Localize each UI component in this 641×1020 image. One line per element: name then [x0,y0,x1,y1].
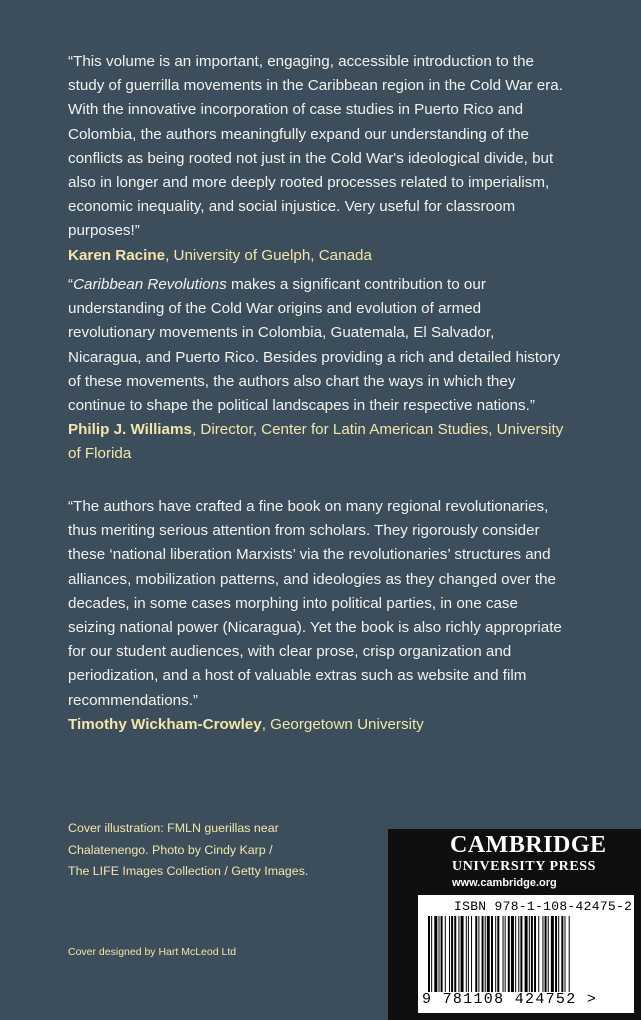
barcode-bar [445,916,446,992]
cover-credit [68,818,308,883]
barcode-bar [485,916,486,992]
publisher-name: CAMBRIDGE [450,832,607,858]
publisher-block [388,829,641,1020]
barcode-bar [555,916,557,992]
quote-attribution [68,713,568,737]
barcode-bar [497,916,499,992]
barcode-arrow: > [586,991,598,1008]
barcode-bar [461,916,464,992]
barcode-bar [518,916,519,992]
barcode-bar [511,916,514,992]
review-quote-1 [68,50,568,268]
quote-text: “The authors have crafted a fine book on many regional revolutionaries, thus meriting serious attention from scholars. They rigorously consider these ‘national liberation Marxists’ via the revolutionaries’ structures and alliances, mobilization patterns, and ideologies as they changed over the decades, in some cases morphing into political parties, in one case seizing national power (Nicaragua). Yet the book is also richly appropriate for our student audiences, with clear prose, crisp organization and periodization, and a host of valuable extras such as website and film recommendations.” [68,498,562,709]
barcode-bar [454,916,456,992]
cover-credit-line: Cover illustration: FMLN guerillas near [68,821,279,835]
barcode-bar [458,916,459,992]
reviewer-name: Timothy Wickham-Crowley [68,715,262,733]
cover-credit-line: Chalatenengo. Photo by Cindy Karp / [68,842,273,857]
barcode-bar [548,916,549,992]
quote-text: “This volume is an important, engaging, accessible introduction to the study of guerrilla movements in the Caribbean region in the Cold War era. With the innovative incorporation of case studies in Puerto Rico and Colombia, the authors meaningfully expand our understanding of the conflicts as being rooted not just in the Cold War's ideological divide, but also in longer and more deeply rooted processes related to imperialism, economic inequality, and social injustice. Very useful for classroom purposes!” [68,53,563,240]
barcode-bar [529,916,530,992]
reviewer-name: Philip J. Williams [68,421,192,439]
cover-designer-credit: Cover designed by Hart McLeod Ltd [68,946,237,958]
barcode-bars [428,916,624,992]
review-quote-2 [68,273,568,467]
barcode-bar [449,916,450,992]
book-title: Caribbean Revolutions [73,276,227,293]
barcode-bar [495,916,496,992]
review-quote-3 [68,495,568,737]
barcode-bar [441,916,443,992]
barcode-bar [520,916,522,992]
publisher-subtitle: UNIVERSITY PRESS [452,859,597,874]
barcode-bar [542,916,543,992]
barcode-bar [538,916,539,992]
reviewer-affiliation: , University of Guelph, Canada [165,246,372,264]
barcode-bar [482,916,484,992]
barcode-bar [487,916,490,992]
barcode [418,895,634,1013]
barcode-bar [508,916,510,992]
reviewer-affiliation: , Georgetown University [261,715,424,733]
barcode-bar [503,916,504,992]
publisher-url: www.cambridge.org [452,877,557,889]
reviewer-name: Karen Racine [68,246,166,264]
barcode-bar [439,916,440,992]
quote-attribution [68,244,568,268]
quote-attribution [68,418,568,466]
reviewer-affiliation: , Director, Center for Latin American Studies, University of Florida [68,421,564,463]
barcode-digits [422,991,597,1008]
barcode-bar [569,916,570,992]
barcode-bar [525,916,528,992]
barcode-bar [534,916,536,992]
barcode-bar [468,916,469,992]
barcode-number: 9 781108 424752 [422,991,577,1008]
barcode-bar [434,916,437,992]
barcode-bar [531,916,533,992]
barcode-bar [515,916,516,992]
barcode-bar [491,916,493,992]
barcode-bar [545,916,547,992]
barcode-bar [466,916,467,992]
quote-text: “Caribbean Revolutions makes a significant contribution to our understanding of the Cold War origins and evolution of armed revolutionary movements in Colombia, Guatemala, El Salvador, Nicaragua, and Puerto Rico. Besides providing a rich and detailed history of these movements, the authors also chart the ways in which they continue to shape the political landscapes in their respective nations.” [68,276,561,415]
barcode-bar [561,916,563,992]
barcode-bar [431,916,432,992]
barcode-bar [505,916,506,992]
barcode-bar [478,916,479,992]
barcode-bar [428,916,430,992]
barcode-bar [475,916,477,992]
quote-body: makes a significant contribution to our understanding of the Cold War origins and evolution of armed revolutionary movements in Colombia, Guatemala, El Salvador, Nicaragua, and Puerto Rico. Besides providing a rich and detailed history of these movements, the authors also chart the ways in which they continue to shape the political landscapes in their respective nations.” [68,276,561,415]
barcode-bar [565,916,566,992]
barcode-bar [451,916,453,992]
cover-credit-line: The LIFE Images Collection / Getty Images. [68,864,309,878]
barcode-bar [471,916,472,992]
isbn-label: ISBN 978-1-108-42475-2 [454,899,633,914]
barcode-bar [558,916,559,992]
barcode-bar [551,916,554,992]
